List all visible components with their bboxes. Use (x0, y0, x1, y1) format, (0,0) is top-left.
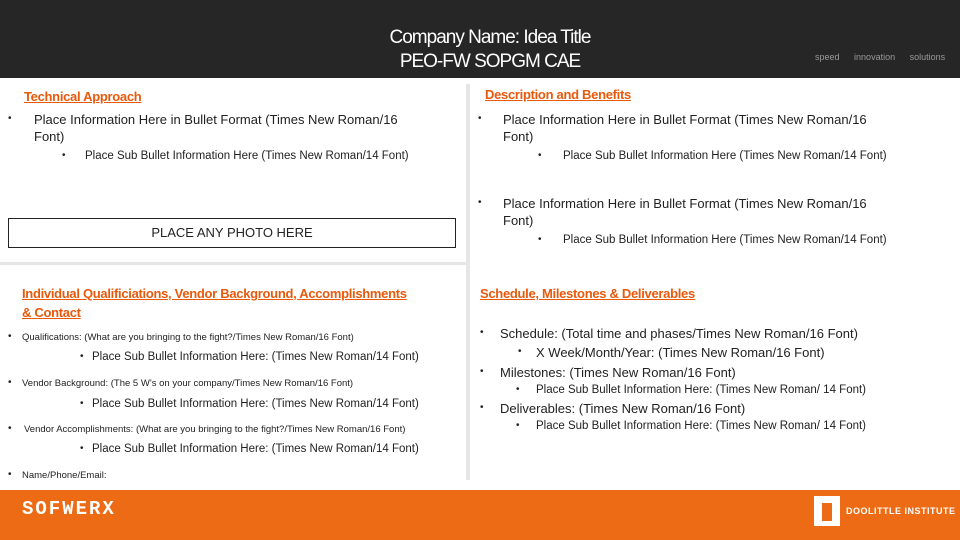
contact-item: Name/Phone/Email: (22, 470, 107, 481)
slide-title (300, 26, 680, 74)
description-bullet-2: Place Information Here in Bullet Format (Times New Roman/16 (503, 196, 867, 211)
technical-sub-bullet: Place Sub Bullet Information Here (Times New Roman/14 Font) (85, 150, 409, 162)
description-bullet-1: Place Information Here in Bullet Format (Times New Roman/16 (503, 112, 867, 127)
bullet-icon: • (480, 327, 484, 338)
technical-bullet: Place Information Here in Bullet Format (Times New Roman/16 (34, 112, 398, 127)
bullet-icon: • (480, 366, 484, 377)
vendor-background-sub: Place Sub Bullet Information Here: (Times New Roman/14 Font) (92, 398, 419, 410)
description-bullet-1-cont: Font) (503, 129, 534, 144)
vendor-accomplishments-item: Vendor Accomplishments: (What are you bringing to the fight?/Times New Roman/16 Font) (24, 424, 406, 435)
vendor-accomplishments-sub: Place Sub Bullet Information Here: (Times New Roman/14 Font) (92, 443, 419, 455)
bullet-icon: • (8, 331, 12, 342)
vertical-divider (466, 84, 470, 480)
slide-title-line1: Company Name: Idea Title (389, 27, 591, 48)
photo-placeholder[interactable] (8, 218, 456, 248)
sofwerx-logo: SOFWERX (22, 498, 116, 520)
bullet-icon: • (478, 113, 482, 124)
deliverables-sub: Place Sub Bullet Information Here: (Times New Roman/ 14 Font) (536, 420, 867, 432)
sub-bullet-icon: • (538, 150, 542, 161)
tagline-solutions: solutions (909, 52, 946, 62)
bullet-icon: • (478, 197, 482, 208)
bullet-icon: • (8, 469, 12, 480)
milestones-sub: Place Sub Bullet Information Here: (Times New Roman/ 14 Font) (536, 384, 867, 396)
qualifications-heading-line2: & Contact (22, 305, 81, 320)
sub-bullet-icon: • (516, 384, 520, 395)
description-sub-bullet-1: Place Sub Bullet Information Here (Times New Roman/14 Font) (563, 150, 887, 162)
schedule-bullet: Schedule: (Total time and phases/Times New Roman/16 Font) (500, 326, 858, 341)
sub-bullet-icon: • (538, 234, 542, 245)
sub-bullet-icon: • (516, 420, 520, 431)
sub-bullet-icon: • (518, 346, 522, 357)
slide-title-line2: PEO-FW SOPGM CAE (399, 51, 581, 72)
description-bullet-2-cont: Font) (503, 213, 534, 228)
qualifications-item: Qualifications: (What are you bringing to the fight?/Times New Roman/16 Font) (22, 332, 354, 343)
photo-placeholder-label: PLACE ANY PHOTO HERE (151, 225, 313, 240)
technical-bullet-cont: Font) (34, 129, 65, 144)
qualifications-heading-line1: Individual Qualificiations, Vendor Background, Accomplishments (22, 286, 407, 301)
bullet-icon: • (8, 113, 12, 124)
tagline-speed: speed (815, 52, 840, 62)
vendor-background-item: Vendor Background: (The 5 W’s on your company/Times New Roman/16 Font) (22, 378, 354, 389)
sub-bullet-icon: • (80, 443, 84, 454)
sub-bullet-icon: • (62, 150, 66, 161)
tagline-innovation: innovation (854, 52, 896, 62)
description-sub-bullet-2: Place Sub Bullet Information Here (Times New Roman/14 Font) (563, 234, 887, 246)
doolittle-logo-icon (814, 496, 840, 526)
description-heading: Description and Benefits (485, 87, 631, 102)
deliverables-bullet: Deliverables: (Times New Roman/16 Font) (500, 401, 746, 416)
schedule-heading: Schedule, Milestones & Deliverables (480, 286, 695, 301)
tagline (815, 52, 945, 62)
bullet-icon: • (480, 402, 484, 413)
sub-bullet-icon: • (80, 351, 84, 362)
bullet-icon: • (8, 423, 12, 434)
qualifications-sub: Place Sub Bullet Information Here: (Times New Roman/14 Font) (92, 351, 419, 363)
schedule-sub: X Week/Month/Year: (Times New Roman/16 Font) (536, 345, 825, 360)
milestones-bullet: Milestones: (Times New Roman/16 Font) (500, 365, 736, 380)
doolittle-logo: DOOLITTLE INSTITUTE (846, 506, 956, 516)
technical-approach-heading: Technical Approach (24, 89, 142, 104)
sub-bullet-icon: • (80, 398, 84, 409)
horizontal-divider (0, 262, 466, 265)
bullet-icon: • (8, 377, 12, 388)
